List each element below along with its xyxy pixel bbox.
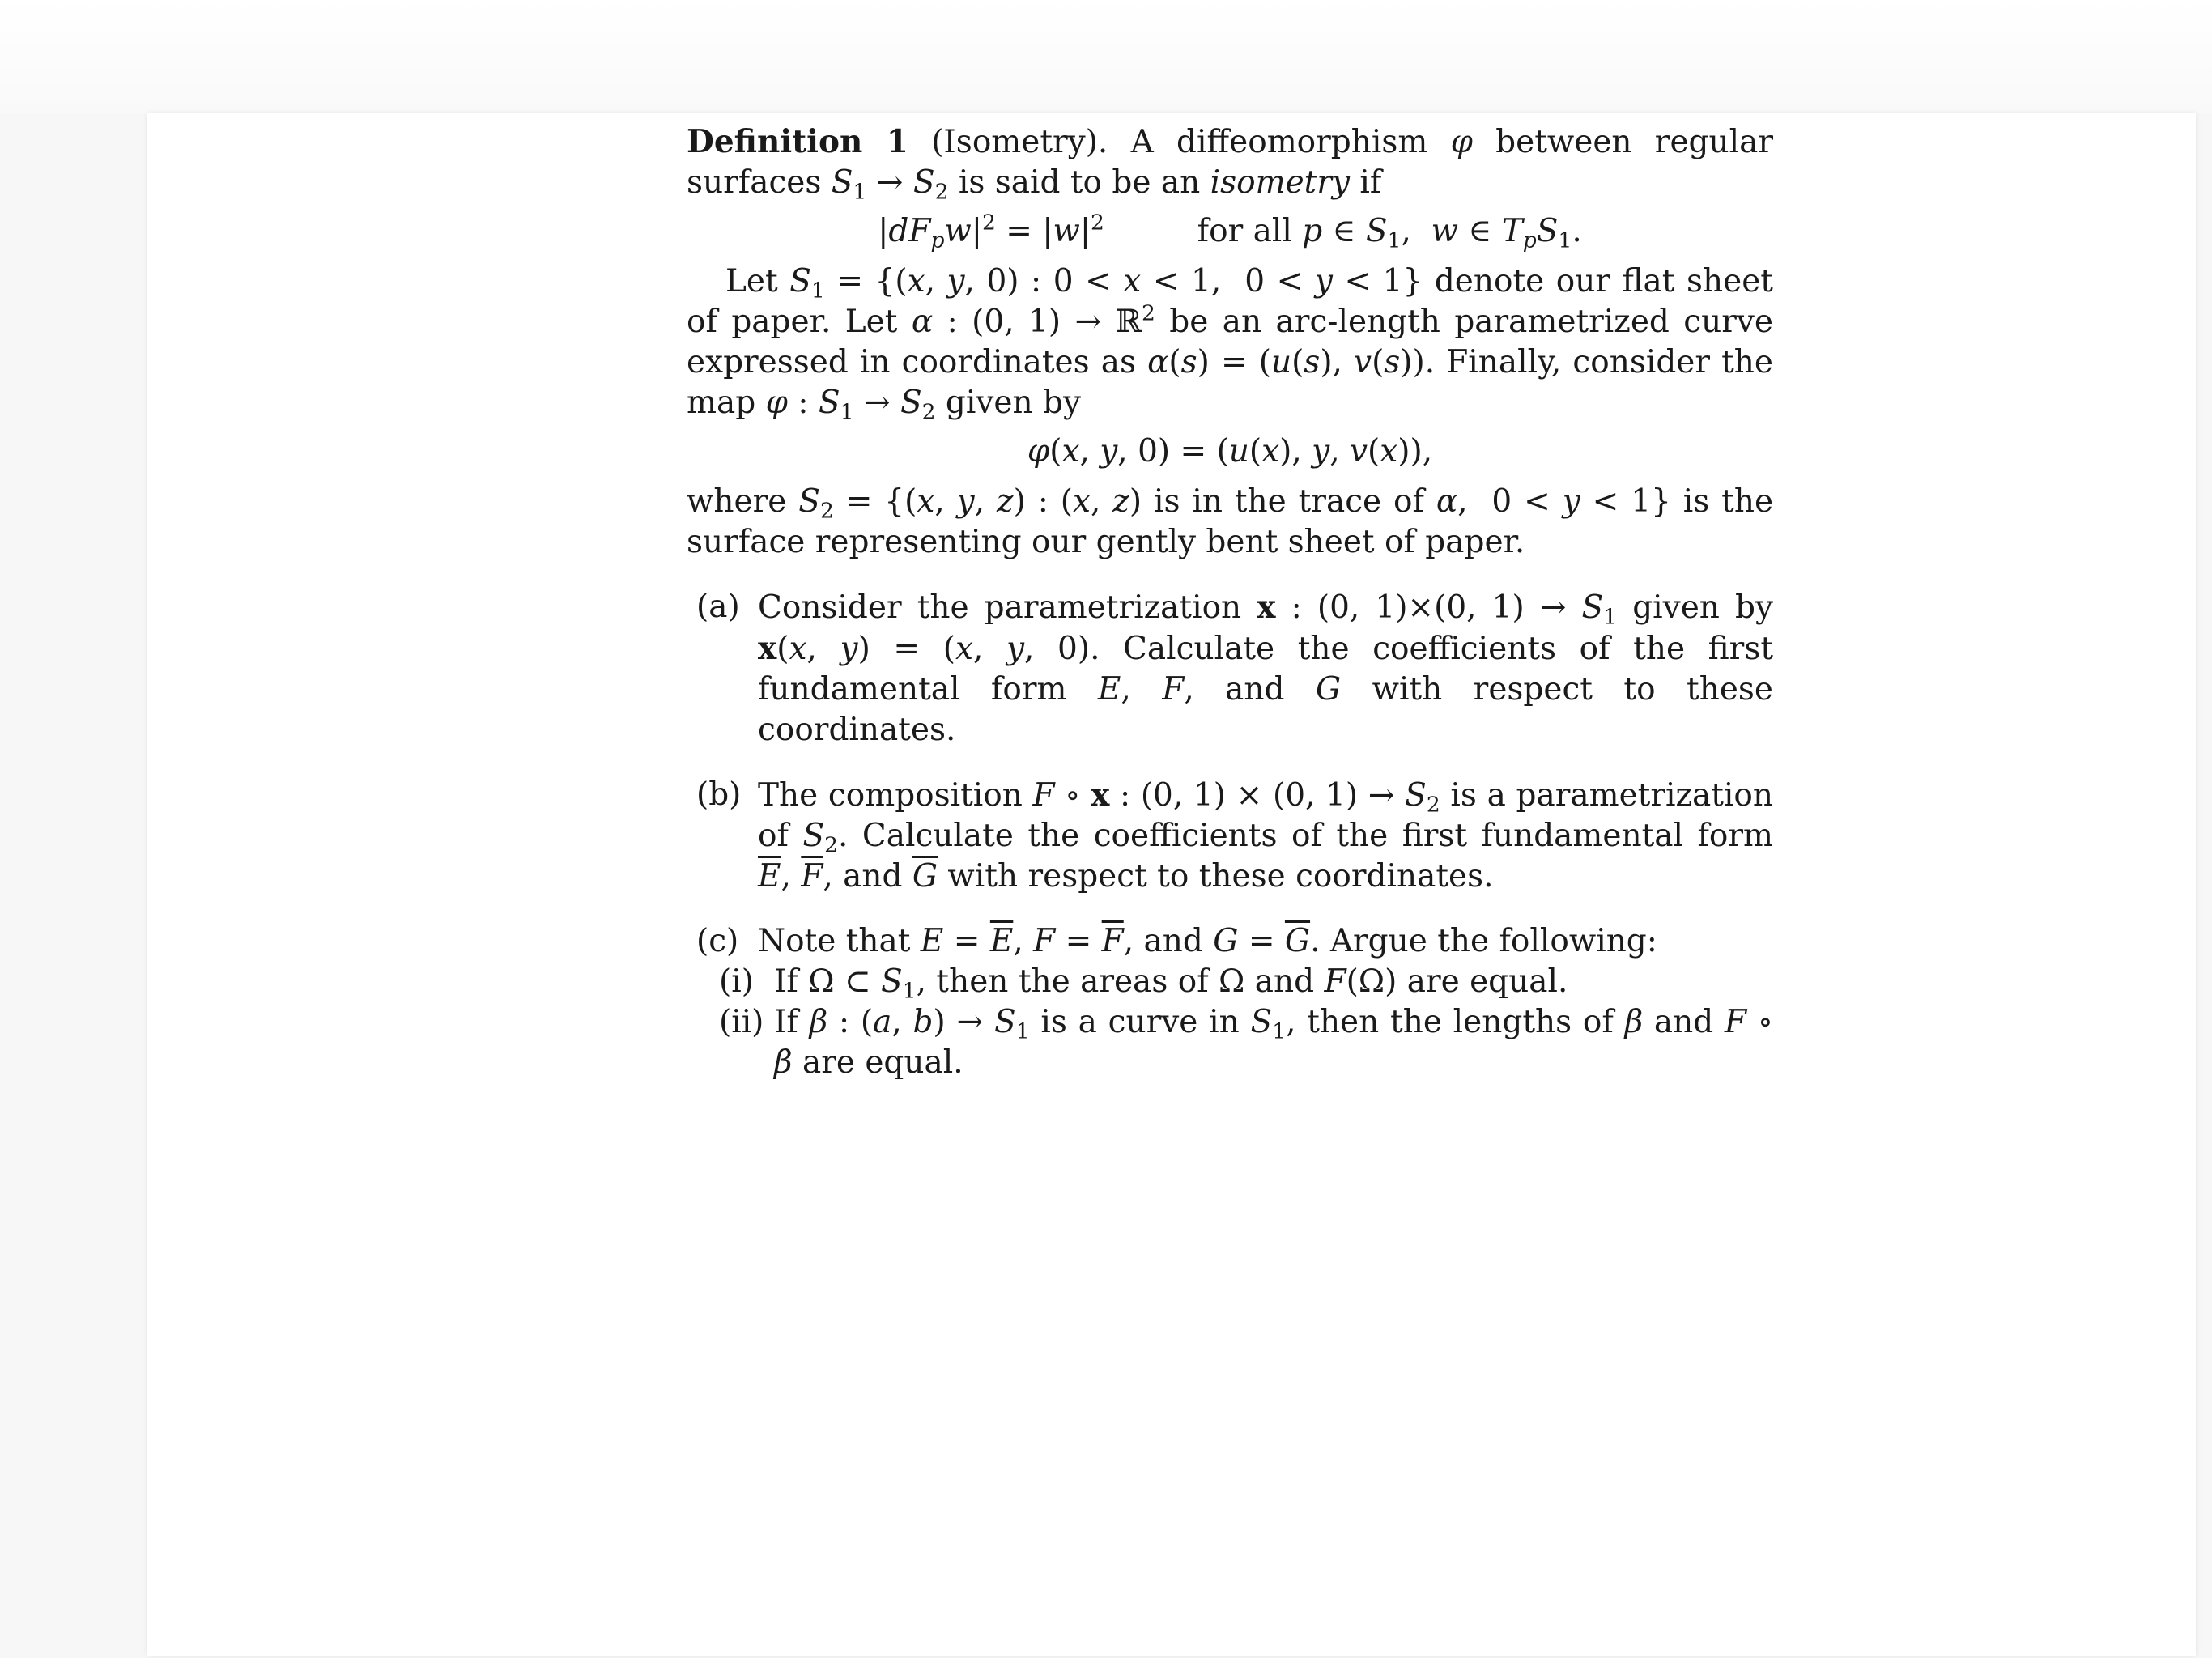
subitem-label: (i): [719, 963, 754, 1000]
problem-item-c: [687, 921, 1773, 962]
problem-item-b: [687, 775, 1773, 897]
definition-term: isometry: [1210, 164, 1351, 201]
item-text: The composition F ∘ x : (0, 1) × (0, $1) \to S_2$ is a parametrization of $S_2$. Calculate the coefficients of the first fundamental form $\overline{E}$, $\overline{F}$, and $\overline{G}$ with respect to these coordinates.: [758, 776, 1774, 895]
background-strip: [0, 0, 2212, 113]
problem-subitem-ii: [687, 1002, 1773, 1083]
document-body: [687, 121, 1773, 1083]
isometry-equation-lhs: $|dF_pw|^2 = |w|^2$: [878, 210, 1104, 253]
item-label: (a): [696, 589, 740, 625]
subitem-text: If Ω ⊂ $S_1$, then the areas of Ω and F(Ω) are equal.: [774, 963, 1568, 1004]
item-label: (b): [696, 776, 742, 813]
item-text: Note that $E = \overline{E}$, $F = \overline{F}$, and $G = \overline{G}$. Argue the following:: [758, 923, 1657, 959]
map-equation: φ(x, y, 0) = (u(x), y, v(x)),: [1027, 433, 1433, 470]
isometry-quantifier: for all p ∈ $S_1$, w ∈ $T_pS_1$.: [1197, 213, 1582, 253]
item-label: (c): [696, 923, 739, 959]
item-text: Consider the parametrization x : (0, 1)×(0, $1) \to S_1$ given by x(x, y) = (x, y, 0). Calculate the coefficients of the first fundamental form E, F, and G with respect to these coordinates.: [758, 589, 1774, 748]
definition-heading: Definition 1: [687, 123, 908, 160]
definition-name: (Isometry).: [931, 124, 1108, 160]
subitem-text: If β : (a, $b) \to S_1$ is a curve in $S_1$, then the lengths of β and F ∘ β are equal.: [774, 1004, 1773, 1081]
paragraph-bent-sheet: where $S_2 = \{(x$, y, z) : (x, z) is in the trace of α, 0 < y < 1} is the surface representing our gently bent sheet of paper.: [687, 483, 1774, 560]
paragraph-flat-sheet: Let $S_1 = \{(x$, y, 0) : 0 < x < 1, 0 < y < 1} denote our flat sheet of paper. Let α : (0, 1) → ℝ$^2$ be an arc-length parametrized curve expressed in coordinates as α(s) = (u(s), v(s)). Finally, consider the map φ : $S_1 \to S_2$ given by: [687, 263, 1774, 425]
subitem-label: (ii): [719, 1004, 764, 1040]
isometry-equation: [687, 211, 1773, 252]
definition-lead: A diffeomorphism φ between regular surfaces $S_1 \to S_2$ is said to be an: [687, 124, 1773, 205]
definition-paragraph: [687, 121, 1773, 203]
problem-subitem-i: [687, 962, 1773, 1002]
problem-item-a: [687, 587, 1773, 750]
definition-tail: if: [1359, 164, 1382, 201]
